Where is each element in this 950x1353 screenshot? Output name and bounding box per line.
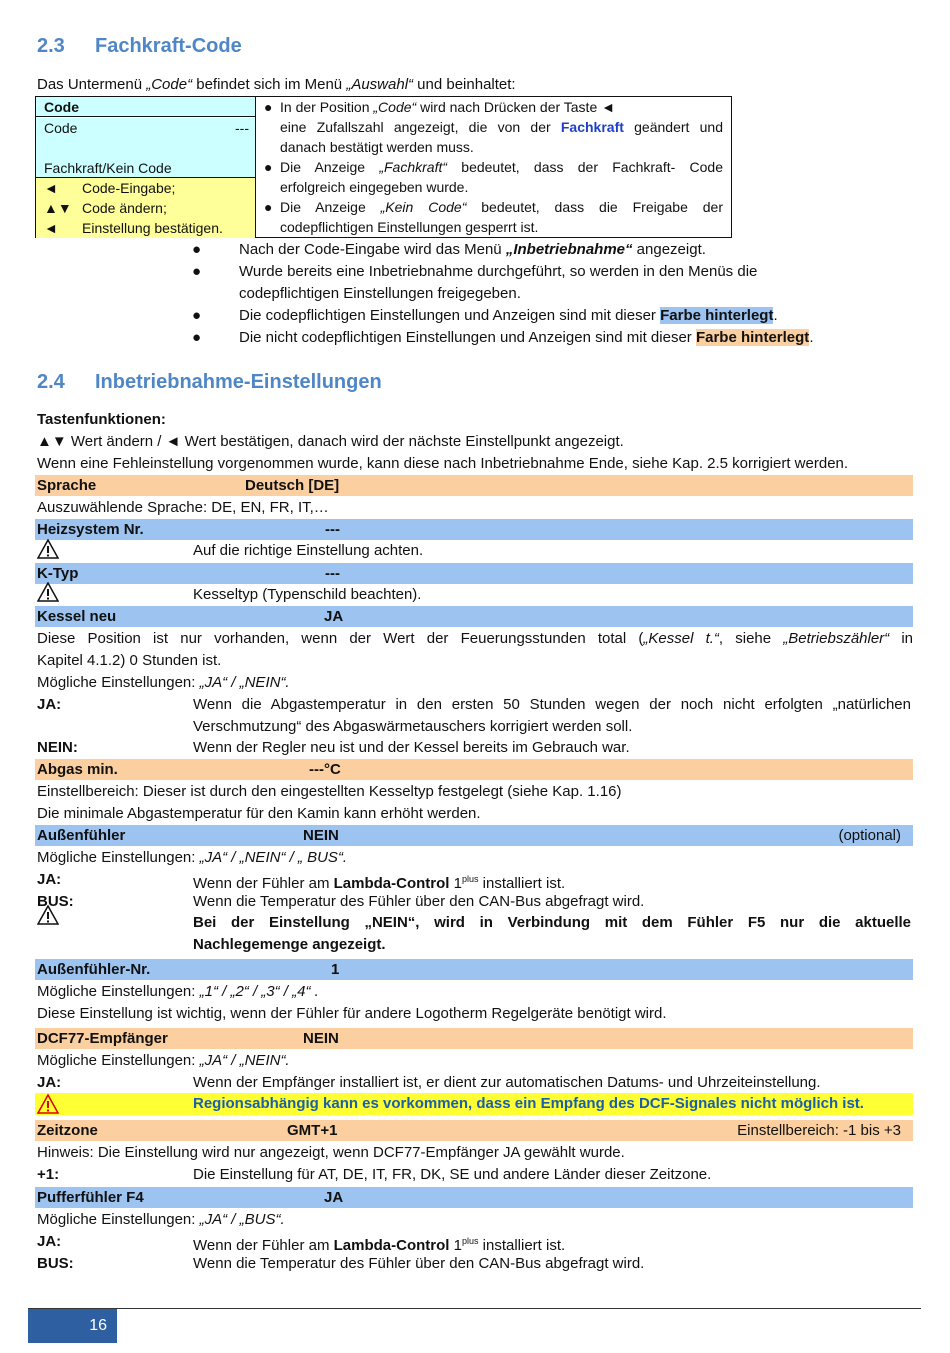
text: Lambda-Control (333, 1237, 450, 1254)
key3-text: Einstellung bestätigen. (82, 220, 223, 236)
left-arrow-icon: ◄ (44, 180, 58, 196)
warning-icon (37, 905, 59, 925)
text: „Betriebszähler“ (783, 630, 890, 647)
text: installiert ist. (478, 875, 566, 892)
setting-bar-sprache (35, 475, 913, 496)
text: „Fachkraft“ (379, 159, 448, 175)
aussen-moegl (37, 847, 913, 868)
dcf-moegl (37, 1050, 913, 1071)
text: Fachkraft (560, 119, 624, 135)
footer-rule (28, 1308, 921, 1309)
kessel-moegl (37, 672, 913, 693)
setting-bar-heizsystem (35, 519, 913, 540)
setting-bar-kessel-neu (35, 606, 913, 627)
setting-value: ---°C (309, 761, 341, 778)
option-text: Wenn die Temperatur des Fühler über den CAN-Bus abgefragt wird. (193, 893, 645, 910)
option-label: JA: (37, 871, 62, 888)
text: eine Zufallszahl angezeigt, die von der (280, 119, 561, 135)
bullet-icon: ● (192, 241, 202, 258)
bullet-text (239, 327, 813, 349)
text: wird nach Drücken der Taste ◄ (416, 99, 615, 115)
setting-value: JA (324, 1189, 344, 1206)
text: Die Anzeige (280, 159, 380, 175)
code-display-panel (36, 97, 256, 237)
section-title: Inbetriebnahme-Einstellungen (95, 371, 382, 393)
section-heading-2-4 (37, 371, 382, 394)
up-down-arrow-icon: ▲▼ (44, 200, 72, 216)
text: in (889, 630, 914, 647)
text: Mögliche Einstellungen: (37, 849, 200, 866)
warning-banner (35, 1093, 913, 1115)
text: plus (461, 1236, 479, 1246)
kessel-desc-2: Kapitel 4.1.2) 0 Stunden ist. (37, 652, 222, 669)
text: Die Anzeige (280, 199, 381, 215)
tasten-heading: Tastenfunktionen: (37, 411, 166, 428)
intro-code: „Code“ (146, 76, 193, 93)
setting-bar-abgas (35, 759, 913, 780)
text: . (773, 307, 778, 324)
code-header: Code (36, 97, 255, 117)
explain-line: danach bestätigt werden muss. (280, 139, 474, 155)
setting-note: Einstellbereich: -1 bis +3 (737, 1122, 901, 1139)
setting-bar-dcf77 (35, 1028, 913, 1049)
text: Wenn der Fühler am (193, 875, 334, 892)
intro-auswahl: „Auswahl“ (346, 76, 414, 93)
setting-note: (optional) (838, 827, 901, 844)
text: Mögliche Einstellungen: (37, 983, 200, 1000)
text: angezeigt. (632, 241, 706, 258)
text: Mögliche Einstellungen: (37, 1211, 200, 1228)
text: 1 (449, 1237, 462, 1254)
bullet-icon: ● (192, 263, 202, 280)
text: „JA“ / „NEIN“ / „ BUS“. (199, 849, 348, 866)
text: „Kessel t.“ (643, 630, 719, 647)
setting-name: Zeitzone (37, 1122, 98, 1139)
text: bedeutet, dass der Fachkraft- Code (447, 159, 723, 175)
warning-text: Auf die richtige Einstellung achten. (193, 542, 424, 559)
intro-text-2: befindet sich im Menü (192, 76, 347, 93)
section-number: 2.3 (37, 35, 65, 57)
setting-name: DCF77-Empfänger (37, 1030, 168, 1047)
bullet-text (239, 239, 706, 261)
setting-value: NEIN (303, 1030, 339, 1047)
setting-name: Kessel neu (37, 608, 117, 625)
page-number: 16 (28, 1309, 117, 1343)
option-label: JA: (37, 1074, 62, 1091)
warning-text: Nachlegemenge angezeigt. (193, 936, 386, 953)
setting-name: Abgas min. (37, 761, 118, 778)
option-label: NEIN: (37, 739, 78, 756)
codebox-explanation (280, 97, 723, 237)
warning-text: Kesseltyp (Typenschild beachten). (193, 586, 422, 603)
setting-bar-zeitzone (35, 1120, 913, 1141)
text: „Inbetriebnahme“ (505, 241, 633, 258)
setting-value: GMT+1 (287, 1122, 338, 1139)
setting-value: --- (325, 565, 340, 582)
bullet-list (0, 239, 950, 349)
setting-value: Deutsch [DE] (245, 477, 340, 494)
setting-name: Pufferfühler F4 (37, 1189, 144, 1206)
text: „JA“ / „NEIN“. (199, 1052, 290, 1069)
key2-text: Code ändern; (82, 200, 167, 216)
setting-desc: Einstellbereich: Dieser ist durch den eingestellten Kesseltyp festgelegt (siehe Kap. 1.16) (37, 783, 622, 800)
explain-line (280, 157, 723, 177)
section-title: Fachkraft-Code (95, 35, 242, 57)
setting-value: JA (324, 608, 344, 625)
warning-text: Regionsabhängig kann es vorkommen, dass ein Empfang des DCF-Signales nicht möglich ist. (193, 1095, 864, 1112)
fehl-line: Wenn eine Fehleinstellung vorgenommen wurde, kann diese nach Inbetriebnahme Ende, siehe Kap. 2.5 korrigiert werden. (37, 455, 849, 472)
setting-bar-pufferfuehler (35, 1187, 913, 1208)
bullet-icon: ● (264, 199, 273, 215)
codebox-bullet-1 (264, 97, 272, 117)
bullet-icon: ● (192, 307, 202, 324)
text: „1“ / „2“ / „3“ / „4“ . (199, 983, 319, 1000)
setting-name: Außenfühler (37, 827, 126, 844)
text: geändert und (623, 119, 723, 135)
option-text: Wenn die Abgastemperatur in den ersten 50 Stunden wegen der noch nicht erfolgten „natürlichen (193, 696, 911, 713)
text: Diese Position ist nur vorhanden, wenn der Wert der Feuerungsstunden total ( (37, 630, 644, 647)
highlight-blue: Farbe hinterlegt (660, 307, 774, 324)
left-arrow-icon: ◄ (44, 220, 58, 236)
setting-bar-ktyp (35, 563, 913, 584)
aussen-nr-moegl (37, 981, 913, 1002)
setting-bar-aussenfuehler (35, 825, 913, 846)
option-text: Wenn die Temperatur des Fühler über den CAN-Bus abgefragt wird. (193, 1255, 645, 1272)
text: Mögliche Einstellungen: (37, 674, 200, 691)
bullet-text (239, 305, 778, 327)
setting-desc: Hinweis: Die Einstellung wird nur angezeigt, wenn DCF77-Empfänger JA gewählt wurde. (37, 1144, 625, 1161)
option-label: BUS: (37, 1255, 74, 1272)
option-text: Die Einstellung für AT, DE, IT, FR, DK, SE und andere Länder dieser Zeitzone. (193, 1166, 712, 1183)
setting-value: NEIN (303, 827, 339, 844)
bullet-text: codepflichtigen Einstellungen freigegeben. (239, 285, 521, 302)
text: Die nicht codepflichtigen Einstellungen und Anzeigen sind mit dieser (239, 329, 696, 346)
setting-name: Außenfühler-Nr. (37, 961, 151, 978)
setting-value: --- (325, 521, 340, 538)
warning-icon (37, 582, 59, 602)
option-label: +1: (37, 1166, 60, 1183)
code-display-area (36, 118, 255, 186)
code-key-legend (36, 177, 255, 238)
option-label: JA: (37, 1233, 62, 1250)
setting-value: 1 (331, 961, 340, 978)
option-text: Verschmutzung“ des Abgaswärmetauschers korrigiert werden soll. (193, 718, 633, 735)
codebox-bullet-2 (264, 157, 272, 177)
warning-icon (37, 1094, 59, 1114)
code-status: Fachkraft/Kein Code (44, 160, 172, 176)
text: . (809, 329, 814, 346)
section-heading-2-3 (37, 35, 242, 58)
section-number: 2.4 (37, 371, 65, 393)
warning-text: Bei der Einstellung „NEIN“, wird in Verbindung mit dem Fühler F5 nur die aktuelle (193, 914, 911, 931)
text: „JA“ / „NEIN“. (199, 674, 290, 691)
text: In der Position (280, 99, 374, 115)
puffer-moegl (37, 1209, 913, 1230)
warning-icon (37, 539, 59, 559)
text: Lambda-Control (333, 875, 450, 892)
explain-line (280, 117, 723, 137)
text: Nach der Code-Eingabe wird das Menü (239, 241, 506, 258)
text: bedeutet, dass die Freigabe der (466, 199, 724, 215)
text: „Kein Code“ (380, 199, 467, 215)
setting-name: Sprache (37, 477, 97, 494)
code-menu-box (35, 96, 732, 238)
text: plus (461, 874, 479, 884)
intro-text: Das Untermenü (37, 76, 147, 93)
text: installiert ist. (478, 1237, 566, 1254)
text: Wenn der Fühler am (193, 1237, 334, 1254)
setting-name: Heizsystem Nr. (37, 521, 144, 538)
bullet-icon: ● (264, 99, 273, 115)
setting-desc: Die minimale Abgastemperatur für den Kamin kann erhöht werden. (37, 805, 481, 822)
explain-line: erfolgreich eingegeben wurde. (280, 179, 469, 195)
intro-text-3: und beinhaltet: (413, 76, 516, 93)
explain-line: codepflichtigen Einstellungen gesperrt ist. (280, 219, 539, 235)
bullet-icon: ● (264, 159, 273, 175)
option-text: Wenn der Empfänger installiert ist, er dient zur automatischen Datums- und Uhrzeiteinstellung. (193, 1074, 821, 1091)
setting-name: K-Typ (37, 565, 79, 582)
setting-desc: Diese Einstellung ist wichtig, wenn der Fühler für andere Logotherm Regelgeräte benötigt wird. (37, 1005, 667, 1022)
text: „JA“ / „BUS“. (199, 1211, 285, 1228)
text: Mögliche Einstellungen: (37, 1052, 200, 1069)
bullet-text: Wurde bereits eine Inbetriebnahme durchgeführt, so werden in den Menüs die (239, 263, 758, 280)
explain-line (280, 97, 723, 117)
highlight-peach: Farbe hinterlegt (695, 329, 810, 346)
codebox-bullet-3 (264, 197, 272, 217)
text: 1 (449, 875, 462, 892)
key1-text: Code-Eingabe; (82, 180, 176, 196)
option-text: Wenn der Regler neu ist und der Kessel bereits im Gebrauch war. (193, 739, 630, 756)
text: , siehe (718, 630, 784, 647)
code-label: Code (44, 120, 78, 136)
bullet-icon: ● (192, 329, 202, 346)
setting-bar-aussenfuehler-nr (35, 959, 913, 980)
kessel-desc-1 (37, 628, 913, 649)
tasten-line: ▲▼ Wert ändern / ◄ Wert bestätigen, danach wird der nächste Einstellpunkt angezeigt. (37, 433, 624, 450)
option-label: BUS: (37, 893, 74, 910)
explain-line (280, 197, 723, 217)
code-value: --- (235, 120, 249, 136)
option-label: JA: (37, 696, 62, 713)
setting-desc: Auszuwählende Sprache: DE, EN, FR, IT,… (37, 499, 329, 516)
text: Die codepflichtigen Einstellungen und Anzeigen sind mit dieser (239, 307, 661, 324)
intro-line (37, 74, 913, 95)
text: „Code“ (373, 99, 417, 115)
